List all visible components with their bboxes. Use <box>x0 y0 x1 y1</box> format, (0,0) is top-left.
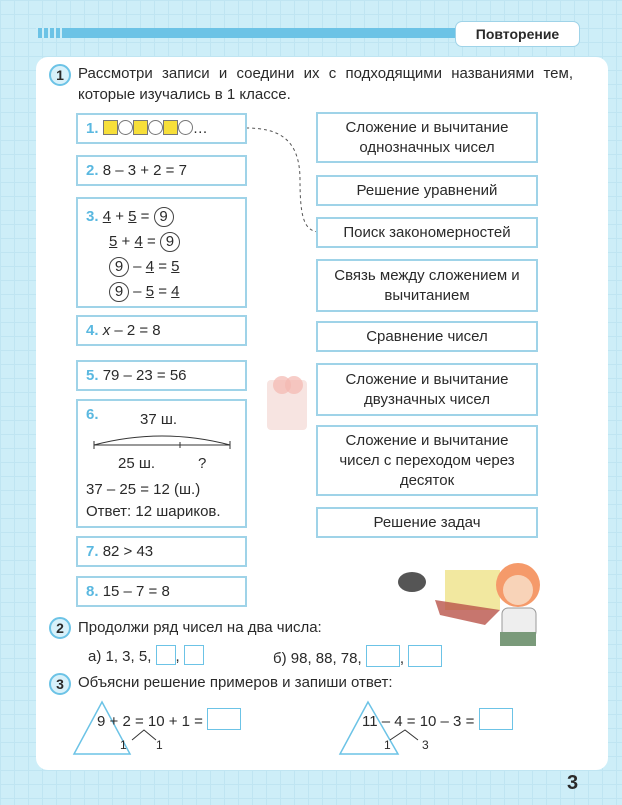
header-stripes <box>36 28 64 38</box>
section-tag: Повторение <box>455 21 580 47</box>
item-number: 5. <box>86 367 99 384</box>
comma: , <box>175 648 180 665</box>
left-item-4[interactable] <box>76 315 247 346</box>
header-bar <box>36 28 456 38</box>
eq-line <box>86 279 237 304</box>
page-number: 3 <box>567 772 579 794</box>
task1-text: Рассмотри записи и соедини их с подходящими названиями тем, которые изучались в 1 классе. <box>78 65 573 103</box>
topic-box[interactable]: Сложение и вычитание двузначных чисел <box>316 363 538 416</box>
comma: , <box>399 650 404 667</box>
t: 5 <box>145 283 155 300</box>
circled-number: 9 <box>109 282 129 302</box>
left-item-2[interactable] <box>76 155 247 186</box>
t: 5 <box>128 208 137 225</box>
t: = <box>158 283 167 300</box>
eq-line <box>86 204 237 229</box>
answer-box[interactable] <box>184 645 204 665</box>
t: – <box>133 283 142 300</box>
split-part: 1 <box>120 738 127 752</box>
task-number: 3 <box>49 673 71 695</box>
item-text: 8 – 3 + 2 = 7 <box>102 162 187 179</box>
topic-box[interactable]: Решение задач <box>316 507 538 538</box>
ex-term: 9 <box>97 713 106 730</box>
circle-shape <box>178 120 193 135</box>
item-text: 15 – 7 = 8 <box>102 583 170 600</box>
left-item-1[interactable] <box>76 113 247 144</box>
circle-shape <box>118 120 133 135</box>
ex-term: 11 <box>362 713 378 730</box>
t: 4 <box>134 233 143 250</box>
left-item-6[interactable] <box>76 399 247 528</box>
t: + <box>121 233 131 250</box>
answer: Ответ: 12 шариков. <box>86 503 221 520</box>
item-number: 3. <box>86 208 99 225</box>
item-number: 8. <box>86 583 99 600</box>
t: 4 <box>171 283 180 300</box>
left-item-8[interactable] <box>76 576 247 607</box>
sequence-a-text: а) 1, 3, 5, <box>88 648 152 665</box>
task-number: 2 <box>49 617 71 639</box>
circle-shape <box>148 120 163 135</box>
answer-box[interactable] <box>156 645 176 665</box>
item-number: 1. <box>86 120 99 137</box>
item-text: 82 > 43 <box>102 543 154 560</box>
circled-number: 9 <box>154 207 174 227</box>
ex-rest: + 2 = 10 + 1 = <box>109 713 203 730</box>
t: – <box>133 258 142 275</box>
dashed-connector <box>240 120 320 240</box>
t: = <box>146 233 156 250</box>
item-number: 2. <box>86 162 99 179</box>
diagram-top-label: 37 ш. <box>140 411 178 428</box>
segment-diagram <box>92 431 232 455</box>
example-2 <box>362 708 513 732</box>
t: 4 <box>102 208 112 225</box>
variable: x <box>102 322 111 339</box>
answer-box[interactable] <box>366 645 400 667</box>
topic-box[interactable]: Решение уравнений <box>316 175 538 206</box>
eq-line <box>86 254 237 279</box>
solution: 37 – 25 = 12 (ш.) <box>86 481 201 498</box>
t: 4 <box>145 258 155 275</box>
split-part: 1 <box>384 738 391 752</box>
ellipsis: … <box>192 120 208 137</box>
topic-box[interactable]: Сложение и вычитание однозначных чисел <box>316 112 538 163</box>
t: = <box>158 258 167 275</box>
topic-box[interactable]: Связь между сложением и вычитанием <box>316 259 538 312</box>
eq-line <box>86 229 237 254</box>
item-text: 79 – 23 = 56 <box>102 367 187 384</box>
answer-box[interactable] <box>479 708 513 730</box>
task-number: 1 <box>49 64 71 86</box>
book-watermark-icon <box>262 360 322 435</box>
ex-rest: – 4 = 10 – 3 = <box>381 713 475 730</box>
answer-box[interactable] <box>207 708 241 730</box>
left-item-3[interactable] <box>76 197 247 308</box>
square-shape <box>133 120 148 135</box>
topic-box[interactable]: Сравнение чисел <box>316 321 538 352</box>
item-text: – 2 = 8 <box>110 322 161 339</box>
sequence-a <box>88 645 204 667</box>
left-item-7[interactable] <box>76 536 247 567</box>
circled-number: 9 <box>109 257 129 277</box>
sequence-b-text: б) 98, 88, 78, <box>273 650 362 667</box>
split-part: 1 <box>156 738 163 752</box>
item-number: 7. <box>86 543 99 560</box>
square-shape <box>163 120 178 135</box>
boy-illustration-icon <box>390 540 570 650</box>
circled-number: 9 <box>160 232 180 252</box>
item-number: 6. <box>86 406 99 423</box>
t: + <box>115 208 124 225</box>
split-part: 3 <box>422 738 429 752</box>
diagram-right-label: ? <box>198 455 207 472</box>
t: = <box>140 208 150 225</box>
square-shape <box>103 120 118 135</box>
t: 5 <box>171 258 180 275</box>
task2-text: Продолжи ряд чисел на два числа: <box>78 619 322 636</box>
example-1 <box>97 708 241 732</box>
task3-text: Объясни решение примеров и запиши ответ: <box>78 674 393 691</box>
answer-box[interactable] <box>408 645 442 667</box>
topic-box[interactable]: Поиск закономерностей <box>316 217 538 248</box>
sequence-b <box>273 645 442 669</box>
item-number: 4. <box>86 322 99 339</box>
left-item-5[interactable] <box>76 360 247 391</box>
diagram-left-label: 25 ш. <box>118 455 156 472</box>
t: 5 <box>109 233 118 250</box>
topic-box[interactable]: Сложение и вычитание чисел с переходом через десяток <box>316 425 538 496</box>
